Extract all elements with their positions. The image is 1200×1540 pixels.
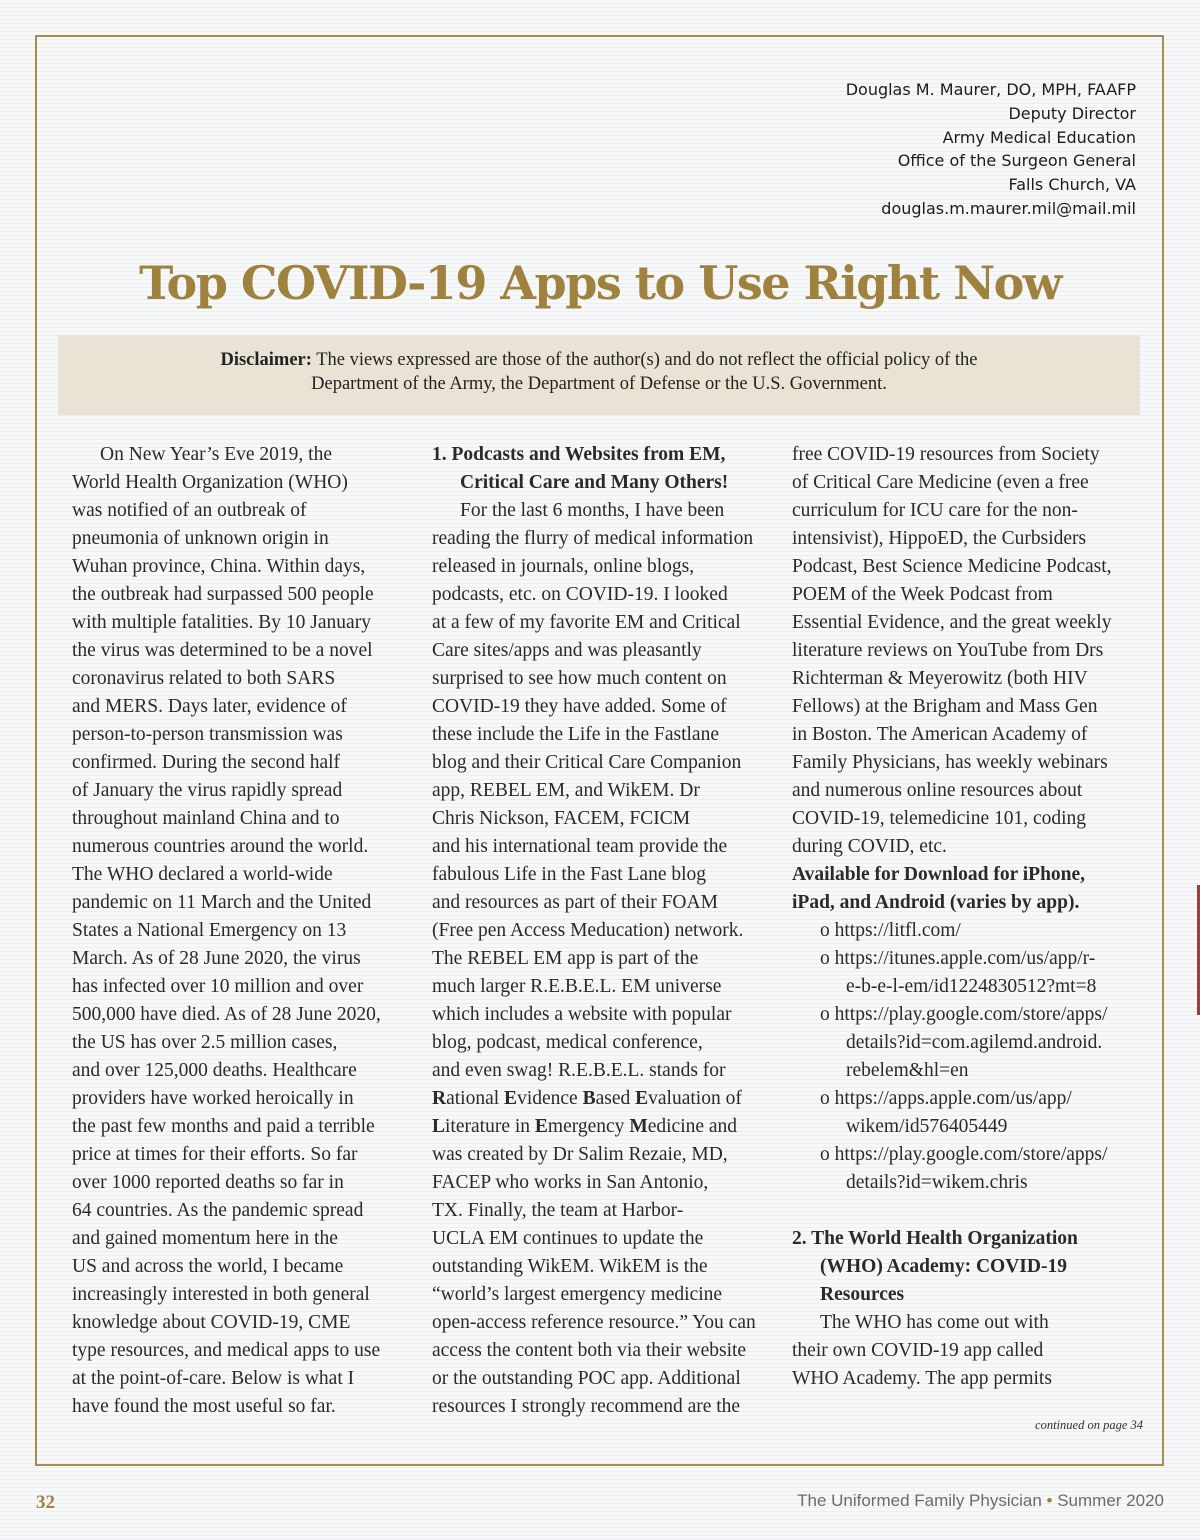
text-line: COVID-19 they have added. Some of bbox=[432, 696, 727, 717]
text-line: knowledge about COVID-19, CME bbox=[72, 1312, 351, 1333]
author-block bbox=[846, 78, 1136, 221]
text-line: March. As of 28 June 2020, the virus bbox=[72, 948, 361, 969]
text-line: over 1000 reported deaths so far in bbox=[72, 1172, 344, 1193]
link-wikem-play[interactable]: o https://play.google.com/store/apps/ bbox=[820, 1144, 1108, 1165]
section-2-heading-cont: (WHO) Academy: COVID-19 bbox=[820, 1256, 1067, 1277]
text-line: Podcast, Best Science Medicine Podcast, bbox=[792, 556, 1112, 577]
author-office: Office of the Surgeon General bbox=[897, 151, 1136, 171]
acronym-line-2: Literature in Emergency Medicine and bbox=[432, 1116, 738, 1137]
text-line: The WHO declared a world-wide bbox=[72, 864, 333, 885]
text-line: numerous countries around the world. bbox=[72, 836, 369, 857]
text-line: the virus was determined to be a novel bbox=[72, 640, 373, 661]
link-litfl[interactable]: o https://litfl.com/ bbox=[820, 920, 961, 941]
continued-note: continued on page 34 bbox=[1035, 1418, 1143, 1432]
author-name: Douglas M. Maurer, DO, MPH, FAAFP bbox=[845, 80, 1136, 99]
link-rebel-play-cont[interactable]: details?id=com.agilemd.android. bbox=[846, 1032, 1103, 1053]
author-role: Deputy Director bbox=[1008, 103, 1136, 123]
article-title: Top COVID-19 Apps to Use Right Now bbox=[139, 256, 1061, 310]
text-line: blog and their Critical Care Companion bbox=[432, 752, 742, 773]
spacer bbox=[792, 1197, 1137, 1225]
column-1 bbox=[72, 441, 417, 1421]
text-line: price at times for their efforts. So far bbox=[72, 1144, 358, 1165]
text-line: pneumonia of unknown origin in bbox=[72, 528, 329, 549]
text-line: literature reviews on YouTube from Drs bbox=[792, 640, 1104, 661]
link-wikem-apple-cont[interactable]: wikem/id576405449 bbox=[846, 1116, 1008, 1137]
text-line: Essential Evidence, and the great weekly bbox=[792, 612, 1112, 633]
text-line: outstanding WikEM. WikEM is the bbox=[432, 1256, 708, 1277]
text-line: of Critical Care Medicine (even a free bbox=[792, 472, 1089, 493]
text-line: the outbreak had surpassed 500 people bbox=[72, 584, 374, 605]
text-line: in Boston. The American Academy of bbox=[792, 724, 1088, 745]
disclaimer-box bbox=[58, 335, 1140, 415]
text-line: much larger R.E.B.E.L. EM universe bbox=[432, 976, 722, 997]
download-note-line-1: Available for Download for iPhone, bbox=[792, 864, 1086, 885]
separator-dot: • bbox=[1041, 1491, 1058, 1510]
text-line: the past few months and paid a terrible bbox=[72, 1116, 375, 1137]
text-line: (Free pen Access Meducation) network. bbox=[432, 920, 744, 941]
link-rebel-itunes-cont[interactable]: e-b-e-l-em/id1224830512?mt=8 bbox=[846, 976, 1097, 997]
text-line: surprised to see how much content on bbox=[432, 668, 727, 689]
text-line: of January the virus rapidly spread bbox=[72, 780, 343, 801]
text-line: during COVID, etc. bbox=[792, 836, 947, 857]
text-line: World Health Organization (WHO) bbox=[72, 472, 348, 493]
text-line: Fellows) at the Brigham and Mass Gen bbox=[792, 696, 1098, 717]
text-line: fabulous Life in the Fast Lane blog bbox=[432, 864, 707, 885]
text-line: FACEP who works in San Antonio, bbox=[432, 1172, 709, 1193]
text-line: person-to-person transmission was bbox=[72, 724, 343, 745]
link-rebel-play-cont[interactable]: rebelem&hl=en bbox=[846, 1060, 969, 1081]
journal-name: The Uniformed Family Physician bbox=[797, 1491, 1042, 1510]
text-line: providers have worked heroically in bbox=[72, 1088, 354, 1109]
section-2-heading: 2. The World Health Organization bbox=[792, 1228, 1078, 1249]
text-line: For the last 6 months, I have been bbox=[460, 500, 725, 521]
text-line: TX. Finally, the team at Harbor- bbox=[432, 1200, 684, 1221]
text-line: The WHO has come out with bbox=[820, 1312, 1049, 1333]
text-line: their own COVID-19 app called bbox=[792, 1340, 1044, 1361]
text-line: free COVID-19 resources from Society bbox=[792, 444, 1100, 465]
text-line: UCLA EM continues to update the bbox=[432, 1228, 704, 1249]
text-line: The REBEL EM app is part of the bbox=[432, 948, 699, 969]
text-line: US and across the world, I became bbox=[72, 1256, 344, 1277]
text-line: States a National Emergency on 13 bbox=[72, 920, 347, 941]
text-line: open-access reference resource.” You can bbox=[432, 1312, 756, 1333]
section-1-heading-cont: Critical Care and Many Others! bbox=[460, 472, 729, 493]
text-line: confirmed. During the second half bbox=[72, 752, 341, 773]
text-line: and gained momentum here in the bbox=[72, 1228, 338, 1249]
text-line: and MERS. Days later, evidence of bbox=[72, 696, 347, 717]
section-2-heading-cont: Resources bbox=[820, 1284, 905, 1305]
text-line: resources I strongly recommend are the bbox=[432, 1396, 741, 1417]
text-line: podcasts, etc. on COVID-19. I looked bbox=[432, 584, 728, 605]
text-line: has infected over 10 million and over bbox=[72, 976, 364, 997]
text-line: with multiple fatalities. By 10 January bbox=[72, 612, 371, 633]
link-rebel-itunes[interactable]: o https://itunes.apple.com/us/app/r- bbox=[820, 948, 1096, 969]
text-line: Family Physicians, has weekly webinars bbox=[792, 752, 1108, 773]
text-line: “world’s largest emergency medicine bbox=[432, 1284, 723, 1305]
issue-name: Summer 2020 bbox=[1057, 1491, 1164, 1510]
author-department: Army Medical Education bbox=[942, 127, 1136, 147]
text-line: or the outstanding POC app. Additional bbox=[432, 1368, 741, 1389]
text-line: 500,000 have died. As of 28 June 2020, bbox=[72, 1004, 381, 1025]
text-line: type resources, and medical apps to use bbox=[72, 1340, 381, 1361]
text-line: reading the flurry of medical information bbox=[432, 528, 754, 549]
text-line: and resources as part of their FOAM bbox=[432, 892, 718, 913]
text-line: and numerous online resources about bbox=[792, 780, 1083, 801]
text-line: app, REBEL EM, and WikEM. Dr bbox=[432, 780, 700, 801]
text-line: released in journals, online blogs, bbox=[432, 556, 695, 577]
section-1-heading: 1. Podcasts and Websites from EM, bbox=[432, 444, 726, 465]
text-line: and his international team provide the bbox=[432, 836, 728, 857]
text-line: curriculum for ICU care for the non- bbox=[792, 500, 1078, 521]
disclaimer-line-2: Department of the Army, the Department of Defense or the U.S. Government. bbox=[311, 374, 887, 394]
footer-credit bbox=[797, 1491, 1164, 1511]
disclaimer-line-1: The views expressed are those of the author(s) and do not reflect the official policy of the bbox=[311, 350, 978, 370]
text-line: Chris Nickson, FACEM, FCICM bbox=[432, 808, 691, 829]
text-line: and over 125,000 deaths. Healthcare bbox=[72, 1060, 357, 1081]
column-2 bbox=[432, 441, 774, 1421]
text-line: 64 countries. As the pandemic spread bbox=[72, 1200, 364, 1221]
text-line: WHO Academy. The app permits bbox=[792, 1368, 1052, 1389]
text-line: On New Year’s Eve 2019, the bbox=[100, 444, 332, 465]
author-email[interactable]: douglas.m.maurer.mil@mail.mil bbox=[881, 198, 1136, 218]
text-line: COVID-19, telemedicine 101, coding bbox=[792, 808, 1087, 829]
text-line: POEM of the Week Podcast from bbox=[792, 584, 1053, 605]
text-line: have found the most useful so far. bbox=[72, 1396, 336, 1417]
disclaimer-label: Disclaimer: bbox=[220, 350, 312, 370]
text-line: throughout mainland China and to bbox=[72, 808, 340, 829]
author-location: Falls Church, VA bbox=[1008, 175, 1136, 195]
text-line: and even swag! R.E.B.E.L. stands for bbox=[432, 1060, 726, 1081]
text-line: at a few of my favorite EM and Critical bbox=[432, 612, 741, 633]
text-line: increasingly interested in both general bbox=[72, 1284, 370, 1305]
text-line: intensivist), HippoED, the Curbsiders bbox=[792, 528, 1087, 549]
text-line: was created by Dr Salim Rezaie, MD, bbox=[432, 1144, 728, 1165]
download-note-line-2: iPad, and Android (varies by app). bbox=[792, 892, 1080, 913]
text-line: at the point-of-care. Below is what I bbox=[72, 1368, 355, 1389]
link-wikem-apple[interactable]: o https://apps.apple.com/us/app/ bbox=[820, 1088, 1072, 1109]
text-line: pandemic on 11 March and the United bbox=[72, 892, 372, 913]
text-line: Care sites/apps and was pleasantly bbox=[432, 640, 702, 661]
link-wikem-play-cont[interactable]: details?id=wikem.chris bbox=[846, 1172, 1028, 1193]
column-3 bbox=[792, 441, 1137, 1393]
acronym-line-1: Rational Evidence Based Evaluation of bbox=[432, 1088, 742, 1109]
text-line: blog, podcast, medical conference, bbox=[432, 1032, 703, 1053]
link-rebel-play[interactable]: o https://play.google.com/store/apps/ bbox=[820, 1004, 1108, 1025]
text-line: access the content both via their website bbox=[432, 1340, 747, 1361]
text-line: which includes a website with popular bbox=[432, 1004, 732, 1025]
page-number: 32 bbox=[36, 1492, 55, 1513]
text-line: Richterman & Meyerowitz (both HIV bbox=[792, 668, 1088, 689]
text-line: was notified of an outbreak of bbox=[72, 500, 307, 521]
text-line: the US has over 2.5 million cases, bbox=[72, 1032, 338, 1053]
text-line: coronavirus related to both SARS bbox=[72, 668, 336, 689]
text-line: Wuhan province, China. Within days, bbox=[72, 556, 366, 577]
text-line: these include the Life in the Fastlane bbox=[432, 724, 719, 745]
